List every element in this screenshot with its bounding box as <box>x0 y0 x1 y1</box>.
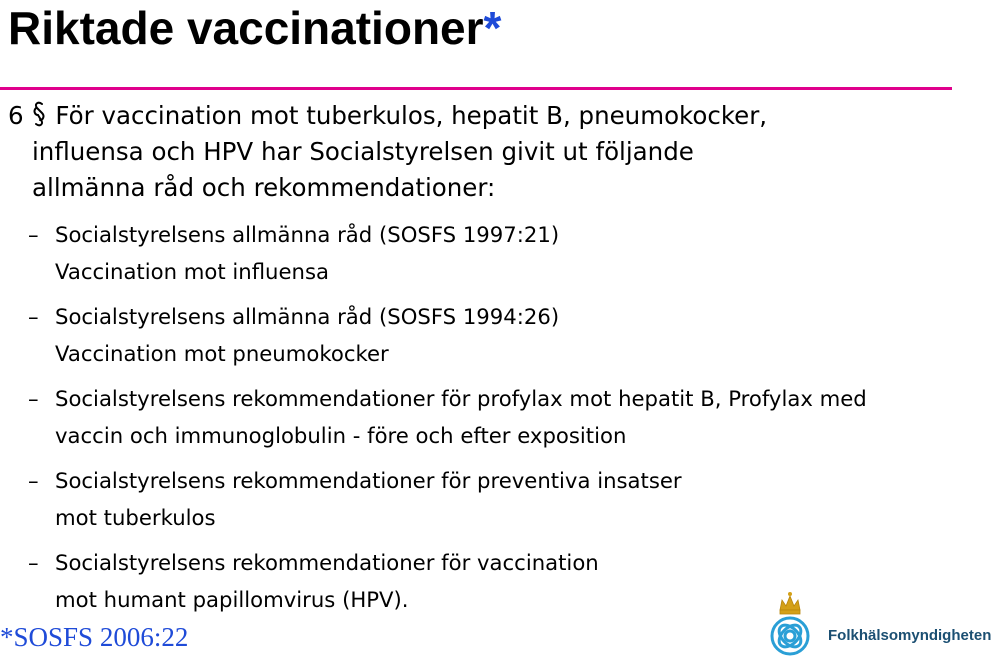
sub-bullet-line: Socialstyrelsens rekommendationer för preventiva insatser <box>55 468 682 493</box>
dash-marker: – <box>28 550 39 575</box>
footnote-reference: *SOSFS 2006:22 <box>0 622 189 652</box>
sub-bullet-line: mot humant papillomvirus (HPV). <box>55 587 409 612</box>
sub-bullet-line: Socialstyrelsens allmänna råd (SOSFS 1994:26) <box>55 304 560 329</box>
section-sign-icon <box>31 98 55 134</box>
title-asterisk: * <box>483 2 502 54</box>
sub-bullet-line: Vaccination mot pneumokocker <box>55 341 389 366</box>
sub-bullet-item <box>28 216 948 290</box>
sub-bullet-item <box>28 380 948 454</box>
main-bullet-text-1: För vaccination mot tuberkulos, hepatit B, pneumokocker, <box>55 101 768 130</box>
sub-bullet-list <box>28 216 948 626</box>
sub-bullet-line: Socialstyrelsens rekommendationer för profylax mot hepatit B, Profylax med <box>55 386 867 411</box>
logo-wordmark: Folkhälsomyndigheten <box>828 627 991 644</box>
slide-title-text: Riktade vaccinationer <box>8 2 484 54</box>
main-bullet-line-1 <box>8 98 908 134</box>
crown-icon <box>780 592 800 614</box>
title-divider <box>0 87 952 90</box>
sub-bullet-line: mot tuberkulos <box>55 505 216 530</box>
dash-marker: – <box>28 386 39 411</box>
dash-marker: – <box>28 222 39 247</box>
main-bullet <box>8 98 908 206</box>
dash-marker: – <box>28 304 39 329</box>
dash-marker: – <box>28 468 39 493</box>
sub-bullet-line: vaccin och immunoglobulin - före och efter exposition <box>55 423 627 448</box>
main-bullet-line-2: influensa och HPV har Socialstyrelsen givit ut följande <box>32 137 694 166</box>
bullet-number: 6 <box>8 101 24 130</box>
sub-bullet-line: Socialstyrelsens rekommendationer för vaccination <box>55 550 599 575</box>
knot-emblem-icon <box>772 618 808 654</box>
sub-bullet-line: Socialstyrelsens allmänna råd (SOSFS 1997:21) <box>55 222 560 247</box>
sub-bullet-item <box>28 298 948 372</box>
sub-bullet-line: Vaccination mot influensa <box>55 259 329 284</box>
sub-bullet-item <box>28 462 948 536</box>
folkhalsomyndigheten-logo <box>760 590 991 662</box>
main-bullet-line-3: allmänna råd och rekommendationer: <box>32 173 496 202</box>
slide-title <box>8 0 501 56</box>
